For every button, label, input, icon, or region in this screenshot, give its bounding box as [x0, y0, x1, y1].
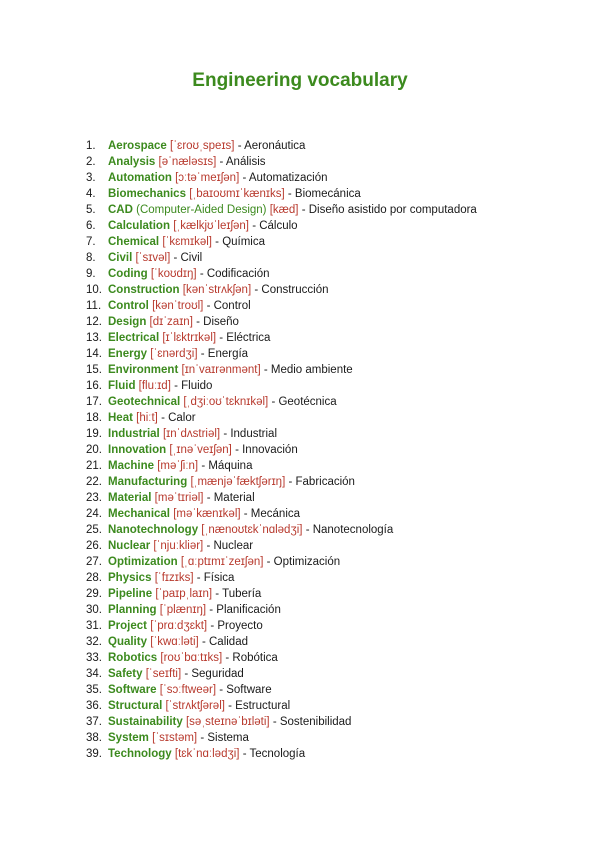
spanish-translation: - Diseño — [196, 316, 239, 328]
spanish-translation: - Seguridad — [184, 668, 244, 680]
phonetic-transcription: [ˌkælkjʊˈleɪʃən] — [173, 220, 249, 232]
spanish-translation: - Sostenibilidad — [272, 716, 352, 728]
vocab-word: Mechanical — [108, 508, 170, 520]
phonetic-transcription: [ˌɪnəˈveɪʃən] — [169, 444, 232, 456]
list-item — [86, 154, 586, 170]
item-number: 29. — [86, 588, 102, 600]
list-item — [86, 698, 586, 714]
list-item — [86, 234, 586, 250]
vocab-word: Pipeline — [108, 588, 153, 600]
spanish-translation: - Fabricación — [288, 476, 355, 488]
vocab-word: Fluid — [108, 380, 136, 392]
vocab-word: Design — [108, 316, 147, 328]
item-number: 30. — [86, 604, 102, 616]
spanish-translation: - Biomecánica — [287, 188, 361, 200]
spanish-translation: - Material — [206, 492, 255, 504]
item-number: 19. — [86, 428, 102, 440]
spanish-translation: - Calor — [161, 412, 196, 424]
phonetic-transcription: [ˈseɪfti] — [145, 668, 182, 680]
vocab-word: Nuclear — [108, 540, 151, 552]
phonetic-transcription: [kæd] — [269, 204, 299, 216]
list-item — [86, 522, 586, 538]
vocabulary-list — [86, 138, 586, 762]
vocab-word: Biomechanics — [108, 188, 186, 200]
vocab-word: CAD — [108, 204, 133, 216]
item-number: 14. — [86, 348, 102, 360]
list-item — [86, 458, 586, 474]
list-item — [86, 474, 586, 490]
vocab-word: Civil — [108, 252, 133, 264]
phonetic-transcription: [ɪnˈvaɪrənmənt] — [181, 364, 261, 376]
list-item — [86, 602, 586, 618]
phonetic-transcription: [fluːɪd] — [138, 380, 171, 392]
item-number: 35. — [86, 684, 102, 696]
vocab-word: Robotics — [108, 652, 158, 664]
spanish-translation: - Construcción — [254, 284, 329, 296]
list-item — [86, 394, 586, 410]
vocab-word: Chemical — [108, 236, 160, 248]
phonetic-transcription: [məˈkænɪkəl] — [173, 508, 241, 520]
list-item — [86, 730, 586, 746]
list-item — [86, 218, 586, 234]
spanish-translation: - Medio ambiente — [263, 364, 353, 376]
phonetic-transcription: [ˈplænɪŋ] — [159, 604, 207, 616]
item-number: 25. — [86, 524, 102, 536]
vocab-word: Material — [108, 492, 152, 504]
spanish-translation: - Robótica — [225, 652, 278, 664]
phonetic-transcription: [ˌbaɪoʊmɪˈkænɪks] — [189, 188, 285, 200]
phonetic-transcription: [kənˈtroʊl] — [152, 300, 204, 312]
list-item — [86, 650, 586, 666]
item-number: 38. — [86, 732, 102, 744]
list-item — [86, 186, 586, 202]
vocab-word: Electrical — [108, 332, 160, 344]
vocab-word: Industrial — [108, 428, 160, 440]
item-number: 8. — [86, 252, 96, 264]
phonetic-transcription: [ˌmænjəˈfæktʃərɪŋ] — [190, 476, 286, 488]
phonetic-transcription: [ˈfɪzɪks] — [154, 572, 194, 584]
item-number: 39. — [86, 748, 102, 760]
phonetic-transcription: [ˈprɑːdʒɛkt] — [150, 620, 208, 632]
phonetic-transcription: [ˈsɪstəm] — [152, 732, 198, 744]
vocab-word: Construction — [108, 284, 180, 296]
spanish-translation: - Calidad — [201, 636, 248, 648]
vocab-word: Technology — [108, 748, 172, 760]
item-number: 34. — [86, 668, 102, 680]
phonetic-transcription: [hiːt] — [136, 412, 158, 424]
phonetic-transcription: [dɪˈzaɪn] — [149, 316, 193, 328]
spanish-translation: - Innovación — [235, 444, 298, 456]
phonetic-transcription: [ˈkoʊdɪŋ] — [150, 268, 197, 280]
item-number: 15. — [86, 364, 102, 376]
vocab-word: Heat — [108, 412, 133, 424]
list-item — [86, 170, 586, 186]
phonetic-transcription: [ˈkɛmɪkəl] — [162, 236, 212, 248]
spanish-translation: - Máquina — [201, 460, 253, 472]
item-number: 10. — [86, 284, 102, 296]
spanish-translation: - Sistema — [200, 732, 249, 744]
item-number: 1. — [86, 140, 96, 152]
list-item — [86, 202, 586, 218]
list-item — [86, 682, 586, 698]
list-item — [86, 378, 586, 394]
spanish-translation: - Estructural — [228, 700, 291, 712]
phonetic-transcription: [kənˈstrʌkʃən] — [182, 284, 252, 296]
item-number: 28. — [86, 572, 102, 584]
item-number: 22. — [86, 476, 102, 488]
spanish-translation: - Nuclear — [206, 540, 254, 552]
spanish-translation: - Control — [206, 300, 251, 312]
item-number: 3. — [86, 172, 96, 184]
spanish-translation: - Industrial — [223, 428, 277, 440]
spanish-translation: - Nanotecnología — [305, 524, 394, 536]
item-number: 18. — [86, 412, 102, 424]
item-number: 12. — [86, 316, 102, 328]
list-item — [86, 506, 586, 522]
vocab-word: Innovation — [108, 444, 167, 456]
vocab-word: Analysis — [108, 156, 156, 168]
spanish-translation: - Mecánica — [243, 508, 301, 520]
item-number: 13. — [86, 332, 102, 344]
phonetic-transcription: [roʊˈbɑːtɪks] — [160, 652, 223, 664]
spanish-translation: - Fluido — [174, 380, 213, 392]
item-number: 20. — [86, 444, 102, 456]
list-item — [86, 666, 586, 682]
list-item — [86, 314, 586, 330]
list-item — [86, 442, 586, 458]
vocab-word: Energy — [108, 348, 147, 360]
list-item — [86, 570, 586, 586]
list-item — [86, 298, 586, 314]
phonetic-transcription: [ɔːtəˈmeɪʃən] — [175, 172, 240, 184]
list-item — [86, 138, 586, 154]
phonetic-transcription: [tɛkˈnɑːlədʒi] — [174, 748, 240, 760]
phonetic-transcription: [məˈtɪriəl] — [154, 492, 204, 504]
item-number: 37. — [86, 716, 102, 728]
list-item — [86, 282, 586, 298]
item-number: 9. — [86, 268, 96, 280]
list-item — [86, 634, 586, 650]
phonetic-transcription: [ˈɛnərdʒi] — [150, 348, 198, 360]
phonetic-transcription: [məˈʃiːn] — [157, 460, 199, 472]
list-item — [86, 490, 586, 506]
phonetic-transcription: [ˈstrʌktʃərəl] — [165, 700, 225, 712]
spanish-translation: - Civil — [173, 252, 203, 264]
item-number: 36. — [86, 700, 102, 712]
spanish-translation: - Software — [219, 684, 272, 696]
phonetic-transcription: [ˌnænoʊtɛkˈnɑlədʒi] — [201, 524, 303, 536]
vocab-word: Sustainability — [108, 716, 183, 728]
item-number: 2. — [86, 156, 96, 168]
phonetic-transcription: [ˈsɔːftweər] — [159, 684, 217, 696]
list-item — [86, 714, 586, 730]
item-number: 5. — [86, 204, 96, 216]
item-number: 31. — [86, 620, 102, 632]
vocab-word: Nanotechnology — [108, 524, 199, 536]
vocab-word: Calculation — [108, 220, 170, 232]
spanish-translation: - Energía — [200, 348, 249, 360]
vocab-word: Optimization — [108, 556, 178, 568]
spanish-translation: - Física — [196, 572, 235, 584]
vocab-word: Machine — [108, 460, 155, 472]
item-number: 33. — [86, 652, 102, 664]
vocab-word: Aerospace — [108, 140, 167, 152]
list-item — [86, 426, 586, 442]
phonetic-transcription: [ˈɛroʊˌspeɪs] — [170, 140, 235, 152]
phonetic-transcription: [ˈsɪvəl] — [135, 252, 171, 264]
vocab-word: Geotechnical — [108, 396, 181, 408]
spanish-translation: - Automatización — [242, 172, 328, 184]
list-item — [86, 346, 586, 362]
item-number: 32. — [86, 636, 102, 648]
vocab-word: Project — [108, 620, 147, 632]
phonetic-transcription: [ˈkwɑːləti] — [150, 636, 199, 648]
phonetic-transcription: [ˌɑːptɪmɪˈzeɪʃən] — [180, 556, 264, 568]
spanish-translation: - Cálculo — [252, 220, 298, 232]
vocab-word: Environment — [108, 364, 179, 376]
list-item — [86, 586, 586, 602]
item-number: 24. — [86, 508, 102, 520]
item-number: 6. — [86, 220, 96, 232]
spanish-translation: - Planificación — [209, 604, 281, 616]
spanish-translation: - Tubería — [215, 588, 262, 600]
list-item — [86, 250, 586, 266]
phonetic-transcription: [ɪˈlɛktrɪkəl] — [162, 332, 217, 344]
spanish-translation: - Optimización — [266, 556, 341, 568]
item-number: 23. — [86, 492, 102, 504]
item-number: 27. — [86, 556, 102, 568]
spanish-translation: - Química — [215, 236, 266, 248]
vocab-word: Planning — [108, 604, 157, 616]
phonetic-transcription: [əˈnæləsɪs] — [158, 156, 217, 168]
page-title: Engineering vocabulary — [192, 70, 408, 91]
vocab-word: Automation — [108, 172, 172, 184]
phonetic-transcription: [ˌdʒiːoʊˈtɛknɪkəl] — [183, 396, 269, 408]
spanish-translation: - Análisis — [219, 156, 266, 168]
item-number: 17. — [86, 396, 102, 408]
item-number: 4. — [86, 188, 96, 200]
vocab-word: Software — [108, 684, 157, 696]
list-item — [86, 746, 586, 762]
list-item — [86, 362, 586, 378]
vocab-word: Quality — [108, 636, 147, 648]
phonetic-transcription: [ˈpaɪpˌlaɪn] — [155, 588, 213, 600]
vocab-word: Safety — [108, 668, 143, 680]
vocab-word: Coding — [108, 268, 148, 280]
item-number: 11. — [86, 300, 102, 312]
list-item — [86, 410, 586, 426]
item-number: 21. — [86, 460, 102, 472]
vocab-word: System — [108, 732, 149, 744]
phonetic-transcription: [səˌsteɪnəˈbɪləti] — [185, 716, 270, 728]
spanish-translation: - Eléctrica — [219, 332, 271, 344]
spanish-translation: - Geotécnica — [271, 396, 337, 408]
list-item — [86, 538, 586, 554]
item-number: 16. — [86, 380, 102, 392]
vocab-word: Structural — [108, 700, 163, 712]
phonetic-transcription: [ˈnjuːkliər] — [153, 540, 204, 552]
vocab-word: Manufacturing — [108, 476, 188, 488]
spanish-translation: - Aeronáutica — [237, 140, 306, 152]
list-item — [86, 266, 586, 282]
spanish-translation: - Tecnología — [242, 748, 306, 760]
item-number: 26. — [86, 540, 102, 552]
item-number: 7. — [86, 236, 96, 248]
spanish-translation: - Proyecto — [210, 620, 263, 632]
list-item — [86, 618, 586, 634]
vocab-note: (Computer-Aided Design) — [136, 204, 267, 216]
list-item — [86, 330, 586, 346]
phonetic-transcription: [ɪnˈdʌstriəl] — [162, 428, 221, 440]
vocab-word: Control — [108, 300, 149, 312]
list-item — [86, 554, 586, 570]
vocab-word: Physics — [108, 572, 152, 584]
spanish-translation: - Diseño asistido por computadora — [301, 204, 477, 216]
spanish-translation: - Codificación — [199, 268, 270, 280]
